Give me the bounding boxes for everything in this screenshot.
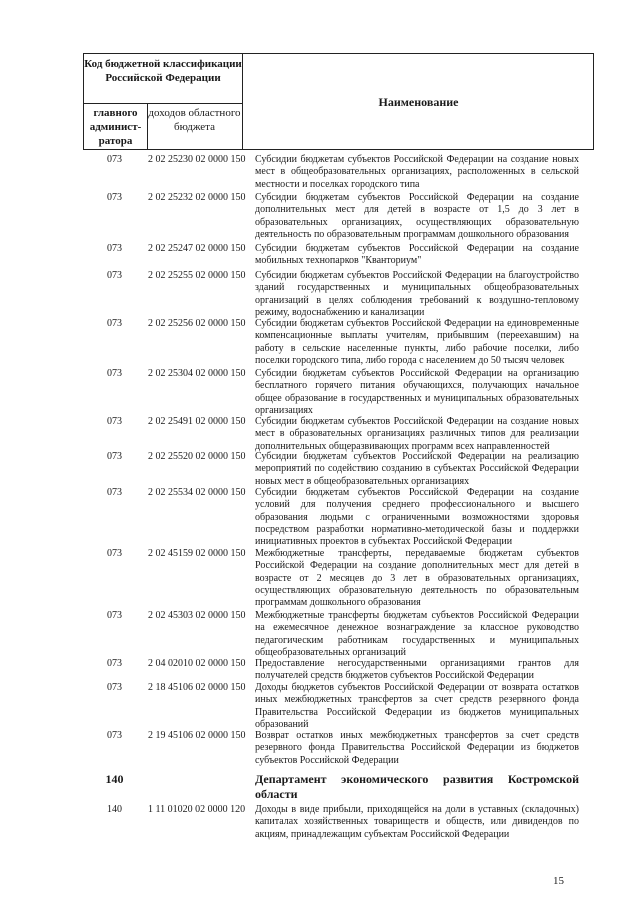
header-divider — [84, 103, 242, 104]
row-admin-code: 073 — [107, 548, 122, 559]
row-admin-code: 073 — [107, 154, 122, 165]
row-name: Субсидии бюджетам субъектов Российской Федерации на организацию бесплатного горячего питания обучающихся, получающих начальное общее образование в государственных и муниципальных образовательных организациях — [255, 368, 579, 416]
row-name: Субсидии бюджетам субъектов Российской Федерации на создание новых мест в образовательных организациях различных типов для реализации дополнительных общеразвивающих программ всех направленностей — [255, 416, 579, 452]
row-income-code: 2 02 25255 02 0000 150 — [148, 270, 246, 281]
row-income-code: 2 02 45159 02 0000 150 — [148, 548, 246, 559]
row-income-code: 2 02 25534 02 0000 150 — [148, 487, 246, 498]
row-name: Доходы бюджетов субъектов Российской Федерации от возврата остатков иных межбюджетных трансфертов за счет средств резервного фонда Правительства Российской Федерации из бюджетов муниципальных образований — [255, 682, 579, 730]
row-name: Доходы в виде прибыли, приходящейся на доли в уставных (складочных) капиталах хозяйственных товариществ и обществ, или дивидендов по акциям, принадлежащим субъектам Российской Федерации — [255, 804, 579, 840]
table-header — [83, 53, 594, 150]
row-name: Субсидии бюджетам субъектов Российской Федерации на единовременные компенсационные выплаты учителям, прибывшим (переехавшим) на работу в сельские населенные пункты, либо рабочие поселки, либо поселки городского типа, либо города с населением до 50 тысяч человек — [255, 318, 579, 366]
row-income-code: 2 02 25304 02 0000 150 — [148, 368, 246, 379]
row-income-code: 1 11 01020 02 0000 120 — [148, 804, 246, 815]
row-admin-code: 073 — [107, 318, 122, 329]
row-admin-code: 073 — [107, 730, 122, 741]
header-code-group: Код бюджетной классификации Российской Федерации — [84, 58, 242, 84]
row-income-code: 2 02 25232 02 0000 150 — [148, 192, 246, 203]
row-admin-code: 073 — [107, 658, 122, 669]
page-number: 15 — [553, 875, 564, 887]
row-admin-code: 073 — [107, 487, 122, 498]
row-name: Субсидии бюджетам субъектов Российской Федерации на создание новых мест в общеобразовательных организациях, расположенных в сельской местности и поселках городского типа — [255, 154, 579, 190]
row-name: Межбюджетные трансферты, передаваемые бюджетам субъектов Российской Федерации на создание дополнительных мест для детей в возрасте от 2 месяцев до 3 лет в образовательных организациях, осуществляющих образовательную деятельность по образовательным программам дошкольного образования — [255, 548, 579, 609]
row-name: Субсидии бюджетам субъектов Российской Федерации на создание дополнительных мест для детей в возрасте от 1,5 до 3 лет в образовательных организациях, осуществляющих образовательную деятельность по образовательным программам дошкольного образования — [255, 192, 579, 240]
row-income-code: 2 18 45106 02 0000 150 — [148, 682, 246, 693]
row-income-code: 2 02 25230 02 0000 150 — [148, 154, 246, 165]
header-name: Наименование — [378, 95, 459, 109]
row-name: Субсидии бюджетам субъектов Российской Федерации на создание условий для получения среднего профессионального и высшего образования людьми с ограниченными возможностями здоровья посредством разработки нормативно-методической базы и поддержки инициативных проектов в субъектах Российской Федерации — [255, 487, 579, 548]
row-admin-code: 073 — [107, 192, 122, 203]
row-name: Субсидии бюджетам субъектов Российской Федерации на реализацию мероприятий по содействию созданию в субъектах Российской Федерации новых мест в общеобразовательных организациях — [255, 451, 579, 487]
row-income-code: 2 02 25256 02 0000 150 — [148, 318, 246, 329]
row-income-code: 2 02 45303 02 0000 150 — [148, 610, 246, 621]
row-admin-code: 140 — [107, 804, 122, 815]
row-income-code: 2 04 02010 02 0000 150 — [148, 658, 246, 669]
row-income-code: 2 19 45106 02 0000 150 — [148, 730, 246, 741]
row-income-code: 2 02 25247 02 0000 150 — [148, 243, 246, 254]
department-name — [255, 772, 579, 802]
row-name: Субсидии бюджетам субъектов Российской Федерации на создание мобильных технопарков "Кванториум" — [255, 243, 579, 267]
row-admin-code: 073 — [107, 610, 122, 621]
row-name: Субсидии бюджетам субъектов Российской Федерации на благоустройство зданий государственных и муниципальных общеобразовательных организаций в целях соблюдения требований к воздушно-тепловому режиму, водоснабжению и канализации — [255, 270, 579, 318]
row-name: Предоставление негосударственными организациями грантов для получателей средств бюджетов субъектов Российской Федерации — [255, 658, 579, 682]
row-income-code: 2 02 25491 02 0000 150 — [148, 416, 246, 427]
row-admin-code: 073 — [107, 682, 122, 693]
department-admin-code: 140 — [105, 772, 124, 786]
row-admin-code: 073 — [107, 451, 122, 462]
row-income-code: 2 02 25520 02 0000 150 — [148, 451, 246, 462]
row-admin-code: 073 — [107, 243, 122, 254]
row-name: Возврат остатков иных межбюджетных трансфертов за счет средств резервного фонда Правительства Российской Федерации из бюджетов субъектов Российской Федерации — [255, 730, 579, 766]
department-name-line: области — [255, 787, 298, 801]
department-name-line: Департамент экономического развития Костромской — [255, 772, 579, 786]
row-name: Межбюджетные трансферты бюджетам субъектов Российской Федерации на ежемесячное денежное вознаграждение за классное руководство педагогическим работникам государственных и муниципальных общеобразовательных организаций — [255, 610, 579, 658]
row-admin-code: 073 — [107, 368, 122, 379]
row-admin-code: 073 — [107, 270, 122, 281]
header-main-admin: главного админист-ратора — [89, 107, 142, 147]
header-income: доходов областного бюджета — [148, 107, 241, 133]
row-admin-code: 073 — [107, 416, 122, 427]
